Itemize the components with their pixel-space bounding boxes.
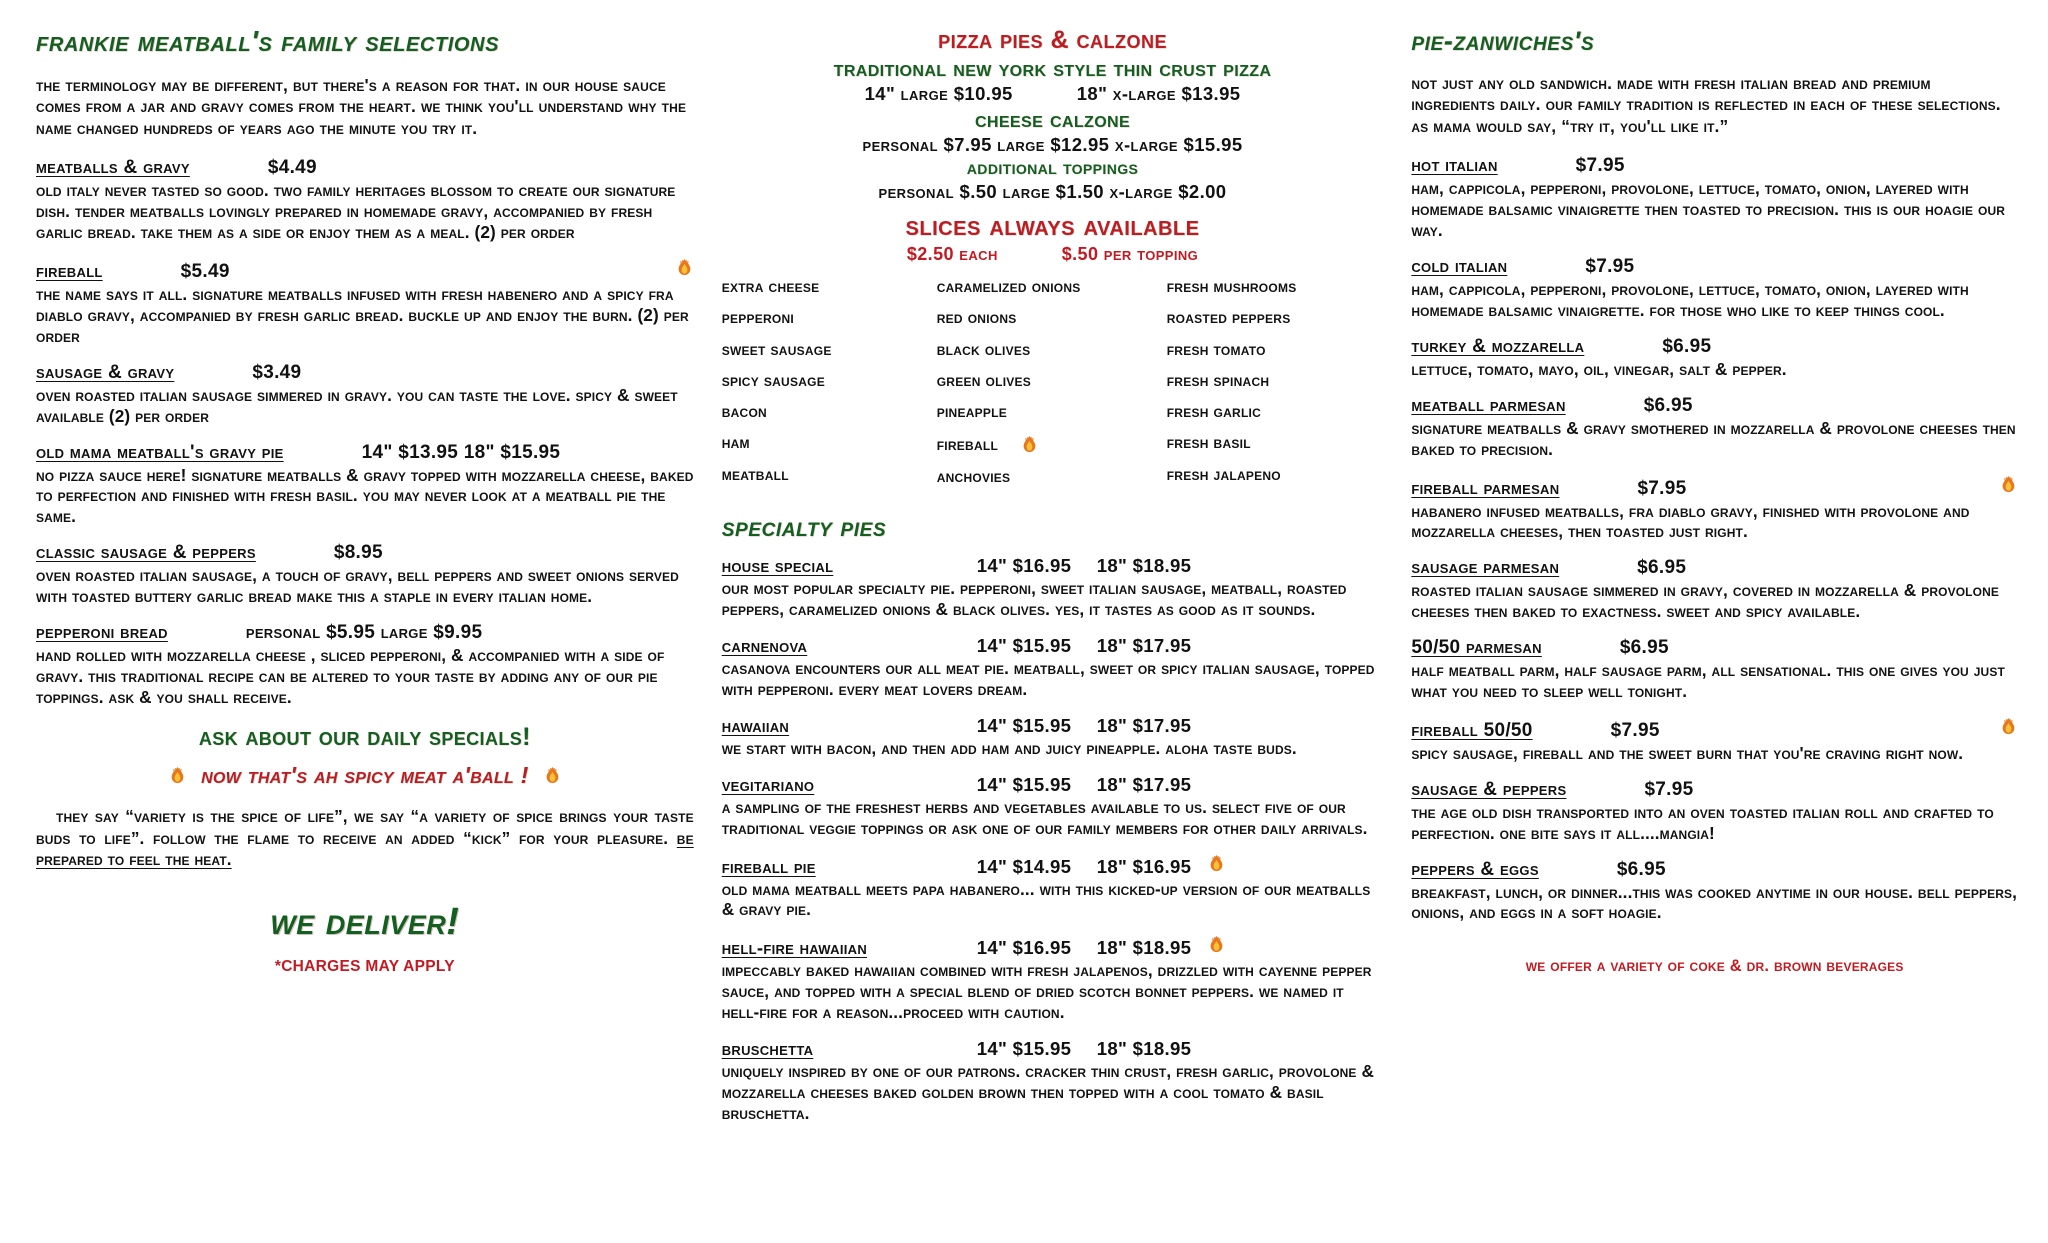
menu-item-price: $6.95 — [1619, 637, 1669, 659]
topping-label: caramelized onions — [936, 277, 1081, 296]
specialty-pie-price-18: 18" $17.95 — [1096, 773, 1192, 795]
menu-item-price: $6.95 — [1637, 557, 1687, 579]
menu-item-description: ham, cappicola, pepperoni, provolone, lettuce, tomato, onion, layered with homemade balsamic vinaigrette then toasted to precision. this is our hoagie our way. — [1411, 178, 2006, 241]
menu-item — [36, 157, 694, 243]
pizza-price-line — [722, 83, 1384, 105]
calzone-prices: personal $7.95 large $12.95 x-large $15.95 — [862, 134, 1243, 155]
menu-item-price: $4.49 — [267, 157, 317, 179]
column1-intro: the terminology may be different, but there's a reason for that. in our house sauce comes from a jar and gravy comes from the heart. we think you'll understand why the name changed hundreds of years ago the minute you try it. — [36, 75, 687, 138]
specialty-pie-price-18: 18" $17.95 — [1096, 714, 1192, 736]
specialty-pie-item — [722, 555, 1384, 620]
specialty-pie-price-14: 14" $15.95 — [976, 714, 1072, 736]
topping-label: fresh garlic — [1166, 402, 1262, 422]
menu-item-description: the age old dish transported into an oven toasted italian roll and crafted to perfection. one bite says it all....mangia! — [1411, 801, 1994, 843]
specialty-pie-description: impeccably baked hawaiian combined with fresh jalapenos, drizzled with cayenne pepper sauce, and topped with a special blend of dried scotch bonnet peppers. we named it hell-fire for a reason...proceed with caution. — [721, 960, 1372, 1023]
menu-item-name: fireball — [36, 261, 103, 283]
spicy-promo-row — [36, 762, 694, 789]
topping-item — [1166, 339, 1384, 359]
menu-item-price: $7.95 — [1610, 719, 1660, 741]
menu-item-name: turkey & mozzarella — [1411, 335, 1585, 357]
menu-item-description: ham, cappicola, pepperoni, provolone, lettuce, tomato, onion, layered with homemade balsamic vinaigrette. for those who like to keep things cool. — [1411, 279, 1969, 321]
topping-label: sweet sausage — [721, 339, 832, 359]
menu-item — [1411, 475, 2018, 543]
topping-label: ham — [721, 433, 750, 453]
column-pizza-pies — [712, 26, 1400, 1139]
specialty-pie-price-18: 18" $16.95 — [1096, 855, 1192, 877]
menu-item-name: cold italian — [1411, 256, 1508, 278]
specialty-pie-price-14: 14" $15.95 — [976, 773, 1072, 795]
specialty-pie-description: we start with bacon, and then add ham and juicy pineapple. aloha taste buds. — [721, 737, 1297, 758]
menu-item — [1411, 336, 2018, 380]
column3-intro: not just any old sandwich. made with fresh italian bread and premium ingredients daily. our family tradition is reflected in each of these selections. as mama would say, “try it, you'll like it.” — [1411, 73, 2001, 136]
menu-item-price: $8.95 — [333, 542, 383, 564]
menu-item-price: $7.95 — [1637, 477, 1687, 499]
menu-item-description: the name says it all. signature meatballs infused with fresh habenero and a spicy fra diablo gravy, accompanied by fresh garlic bread. buckle up and enjoy the burn. (2) per order — [36, 284, 689, 346]
daily-specials-promo: ask about our daily specials! — [198, 722, 531, 751]
menu-item-header — [1411, 155, 2018, 177]
specialty-pie-header — [722, 555, 1384, 577]
specialty-pie-item — [722, 715, 1384, 759]
menu-item — [1411, 155, 2018, 241]
menu-item-header — [36, 157, 694, 179]
topping-item — [1166, 464, 1384, 484]
menu-item — [36, 622, 694, 708]
menu-item-header — [1411, 859, 2018, 881]
spice-paragraph — [36, 806, 694, 871]
specialty-pie-price-18: 18" $17.95 — [1096, 635, 1192, 657]
topping-label: pepperoni — [721, 308, 794, 328]
menu-columns — [24, 26, 2024, 1139]
menu-item-description: no pizza sauce here! signature meatballs & gravy topped with mozzarella cheese, baked to perfection and finished with fresh basil. you may never look at a meatball pie the same. — [36, 464, 694, 527]
slices-price-topping: $.50 per topping — [1061, 244, 1199, 264]
topping-label: anchovies — [936, 466, 1011, 486]
specialty-pie-price-18: 18" $18.95 — [1096, 555, 1192, 577]
flame-icon — [1020, 435, 1039, 454]
menu-item-header — [36, 258, 694, 283]
menu-item-header — [1411, 717, 2018, 742]
menu-item-price: 14" $13.95 18" $15.95 — [361, 441, 561, 463]
menu-item-name: pepperoni bread — [36, 622, 168, 644]
topping-label: fireball — [936, 434, 999, 454]
column2-subtitle: traditional new york style thin crust pizza — [833, 55, 1272, 81]
menu-item-header — [1411, 475, 2018, 500]
topping-item — [937, 279, 1167, 296]
spice-paragraph-main: they say “variety is the spice of life”, we say “a variety of spice brings your taste buds to life”. follow the flame to receive an added “kick” for your pleasure. — [36, 805, 694, 848]
specialty-pie-price-14: 14" $15.95 — [976, 1037, 1072, 1059]
menu-item-header — [36, 362, 694, 384]
specialty-pie-name: vegitariano — [721, 773, 815, 795]
flame-icon — [543, 766, 562, 785]
toppings-column-1 — [722, 279, 937, 500]
specialty-pie-description: our most popular specialty pie. pepperoni, sweet italian sausage, meatball, roasted peppers, caramelized onions & black olives. yes, it tastes as good as it sounds. — [721, 578, 1347, 620]
topping-item — [721, 370, 937, 390]
column3-title: pie-zanwiches's — [1411, 26, 1595, 56]
menu-item-description: spicy sausage, fireball and the sweet burn that you're craving right now. — [1411, 742, 1964, 763]
menu-item-header — [36, 622, 694, 644]
topping-item — [937, 435, 1167, 454]
slices-prices — [722, 244, 1384, 265]
topping-item — [936, 339, 1167, 359]
specialty-pie-header — [722, 635, 1384, 657]
menu-item-price: $3.49 — [252, 361, 302, 383]
topping-item — [1167, 404, 1384, 421]
menu-item-header — [1411, 256, 2018, 278]
toppings-grid — [722, 279, 1384, 500]
topping-label: fresh spinach — [1166, 370, 1270, 390]
topping-item — [937, 310, 1167, 327]
specialty-pie-item — [722, 635, 1384, 700]
specialty-pie-name: carnenova — [721, 635, 808, 657]
menu-item-name: meatball parmesan — [1411, 394, 1566, 416]
menu-item-header — [1411, 557, 2018, 579]
topping-item — [1167, 279, 1384, 296]
spicy-promo-text: now that's ah spicy meat a'ball ! — [201, 761, 529, 788]
topping-label: fresh tomato — [1166, 339, 1266, 359]
topping-item — [721, 464, 937, 484]
menu-item-name: fireball 50/50 — [1411, 719, 1533, 741]
specialty-pie-header — [722, 935, 1384, 959]
menu-item-description: habanero infused meatballs, fra diablo gravy, finished with provolone and mozzarella cheeses, then toasted just right. — [1411, 500, 1970, 542]
column-family-selections — [24, 26, 712, 976]
menu-item-name: 50/50 parmesan — [1411, 637, 1542, 659]
topping-item — [722, 435, 937, 452]
topping-item — [937, 404, 1167, 421]
column2-title: pizza pies & calzone — [938, 26, 1167, 54]
menu-item — [1411, 256, 2018, 321]
specialty-pie-price-18: 18" $18.95 — [1096, 1037, 1192, 1059]
menu-item — [1411, 779, 2018, 844]
topping-label: spicy sausage — [721, 370, 825, 390]
menu-item — [36, 258, 694, 347]
topping-label: bacon — [721, 402, 767, 422]
specialty-pie-item — [722, 935, 1384, 1023]
pizza-price-14: 14" large $10.95 — [864, 83, 1013, 104]
menu-item-name: classic sausage & peppers — [36, 542, 256, 564]
menu-item-description: half meatball parm, half sausage parm, all sensational. this one gives you just what you need to sleep well tonight. — [1411, 660, 2005, 702]
menu-item — [36, 362, 694, 427]
column-pie-zanwiches — [1399, 26, 2024, 976]
specialty-pies-title: specialty pies — [721, 512, 887, 543]
family-selections-list — [36, 157, 694, 707]
menu-item-name: fireball parmesan — [1411, 477, 1560, 499]
topping-item — [1167, 310, 1384, 327]
calzone-title: cheese calzone — [974, 106, 1131, 132]
specialty-pie-price-14: 14" $16.95 — [976, 937, 1072, 959]
specialty-pie-header — [722, 854, 1384, 878]
menu-item-description: oven roasted italian sausage, a touch of gravy, bell peppers and sweet onions served with toasted buttery garlic bread make this a staple in every italian home. — [36, 565, 679, 607]
topping-label: roasted peppers — [1166, 308, 1291, 328]
we-deliver-text: we deliver! — [270, 900, 460, 943]
menu-item-description: oven roasted italian sausage simmered in gravy. you can taste the love. spicy & sweet available (2) per order — [36, 384, 678, 426]
specialty-pie-name: hell-fire hawaiian — [721, 937, 868, 959]
menu-item — [1411, 395, 2018, 460]
menu-item-description: breakfast, lunch, or dinner...this was cooked anytime in our house. bell peppers, onions, and eggs in a soft hoagie. — [1411, 881, 2018, 923]
menu-item-price: $6.95 — [1616, 858, 1666, 880]
topping-label: meatball — [721, 464, 789, 484]
menu-item — [36, 442, 694, 528]
additional-toppings-prices: personal $.50 large $1.50 x-large $2.00 — [878, 181, 1227, 202]
flame-icon — [1999, 717, 2018, 736]
menu-item-description: old italy never tasted so good. two family heritages blossom to create our signature dish. tender meatballs lovingly prepared in homemade gravy, accompanied by fresh garlic bread. take them as a side or enjoy them as a meal. (2) per order — [36, 180, 676, 243]
menu-item-price: $7.95 — [1644, 778, 1694, 800]
menu-item-price: $5.49 — [180, 261, 230, 283]
topping-item — [721, 339, 937, 359]
menu-item-header — [1411, 779, 2018, 801]
menu-item-price: personal $5.95 large $9.95 — [245, 622, 483, 644]
beverages-note: we offer a variety of coke & dr. brown beverages — [1525, 957, 1904, 976]
flame-icon — [1207, 854, 1226, 873]
menu-item — [1411, 637, 2018, 702]
topping-item — [722, 404, 937, 421]
toppings-column-2 — [937, 279, 1167, 500]
specialty-pie-item — [722, 854, 1384, 921]
menu-item-name: sausage & peppers — [1411, 778, 1567, 800]
specialty-pie-price-14: 14" $16.95 — [976, 555, 1072, 577]
menu-item-price: $6.95 — [1662, 335, 1712, 357]
specialty-pie-description: uniquely inspired by one of our patrons. cracker thin crust, fresh garlic, provolone & mozzarella cheeses baked golden brown then topped with a cool tomato & basil bruschetta. — [721, 1060, 1374, 1123]
menu-item-price: $7.95 — [1575, 155, 1625, 177]
specialty-pie-name: house special — [721, 555, 834, 577]
additional-toppings-title: additional toppings — [966, 157, 1139, 179]
topping-item — [1166, 370, 1384, 390]
flame-icon — [675, 258, 694, 277]
specialty-pie-price-14: 14" $14.95 — [976, 855, 1072, 877]
menu-item-name: peppers & eggs — [1411, 858, 1539, 880]
topping-label: extra cheese — [721, 277, 820, 296]
topping-label: fresh jalapeno — [1166, 464, 1281, 484]
menu-item — [1411, 717, 2018, 764]
slices-title: slices always available — [905, 210, 1200, 242]
specialty-pie-name: fireball pie — [721, 855, 816, 877]
topping-label: red onions — [936, 308, 1017, 328]
menu-item-header — [1411, 395, 2018, 417]
topping-label: fresh mushrooms — [1166, 277, 1297, 296]
topping-label: green olives — [936, 370, 1032, 390]
menu-item-price: $7.95 — [1585, 256, 1635, 278]
specialty-pie-header — [722, 715, 1384, 737]
specialty-pie-price-14: 14" $15.95 — [976, 635, 1072, 657]
topping-item — [936, 466, 1167, 486]
topping-label: fresh basil — [1166, 433, 1251, 453]
specialty-pie-item — [722, 1038, 1384, 1124]
menu-item-name: meatballs & gravy — [36, 157, 190, 179]
sandwich-list — [1411, 155, 2018, 923]
flame-icon — [1207, 935, 1226, 954]
specialty-pie-name: bruschetta — [721, 1037, 814, 1059]
menu-item-name: hot italian — [1411, 155, 1498, 177]
specialty-pies-list — [722, 555, 1384, 1123]
menu-item-header — [1411, 336, 2018, 358]
column1-title: frankie meatball's family selections — [36, 26, 500, 58]
toppings-column-3 — [1167, 279, 1384, 500]
menu-item — [1411, 859, 2018, 924]
menu-item — [1411, 557, 2018, 622]
menu-item-description: hand rolled with mozzarella cheese , sliced pepperoni, & accompanied with a side of gravy. this traditional recipe can be altered to your taste by adding any of our pie toppings. ask & you shall receive. — [36, 645, 665, 707]
menu-item-header — [36, 542, 694, 564]
specialty-pie-description: old mama meatball meets papa habanero... with this kicked-up version of our meatballs & gravy pie. — [721, 878, 1371, 920]
flame-icon — [1999, 475, 2018, 494]
slices-price-each: $2.50 each — [906, 244, 998, 264]
topping-item — [1167, 435, 1384, 452]
specialty-pie-price-18: 18" $18.95 — [1096, 937, 1192, 959]
pizza-price-18: 18" x-large $13.95 — [1076, 83, 1241, 104]
topping-label: pineapple — [936, 402, 1007, 422]
spice-paragraph-underlined: be prepared to feel the heat. — [36, 827, 694, 870]
menu-item-header — [1411, 637, 2018, 659]
menu-item-name: sausage & gravy — [36, 361, 175, 383]
topping-item — [722, 310, 937, 327]
specialty-pie-header — [722, 774, 1384, 796]
menu-item-price: $6.95 — [1643, 394, 1693, 416]
menu-item — [36, 542, 694, 607]
flame-icon — [168, 766, 187, 785]
menu-item-description: signature meatballs & gravy smothered in mozzarella & provolone cheeses then baked to precision. — [1411, 417, 2016, 459]
specialty-pie-description: casanova encounters our all meat pie. meatball, sweet or spicy italian sausage, topped with pepperoni. every meat lovers dream. — [721, 658, 1375, 699]
specialty-pie-name: hawaiian — [721, 714, 790, 736]
menu-item-name: sausage parmesan — [1411, 557, 1560, 579]
topping-item — [722, 279, 937, 296]
specialty-pie-item — [722, 774, 1384, 839]
menu-item-name: old mama meatball's gravy pie — [36, 441, 284, 463]
specialty-pie-header — [722, 1038, 1384, 1060]
menu-item-header — [36, 442, 694, 464]
charges-note: *CHARGES MAY APPLY — [274, 957, 455, 975]
topping-item — [936, 370, 1167, 390]
specialty-pie-description: a sampling of the freshest herbs and vegetables available to us. select five of our traditional veggie toppings or ask one of our family members for other daily arrivals. — [721, 796, 1368, 838]
menu-item-description: lettuce, tomato, mayo, oil, vinegar, salt & pepper. — [1411, 358, 1787, 379]
topping-label: black olives — [936, 339, 1031, 359]
menu-item-description: roasted italian sausage simmered in gravy, covered in mozzarella & provolone cheeses then baked to exactness. sweet and spicy available. — [1411, 580, 1999, 622]
